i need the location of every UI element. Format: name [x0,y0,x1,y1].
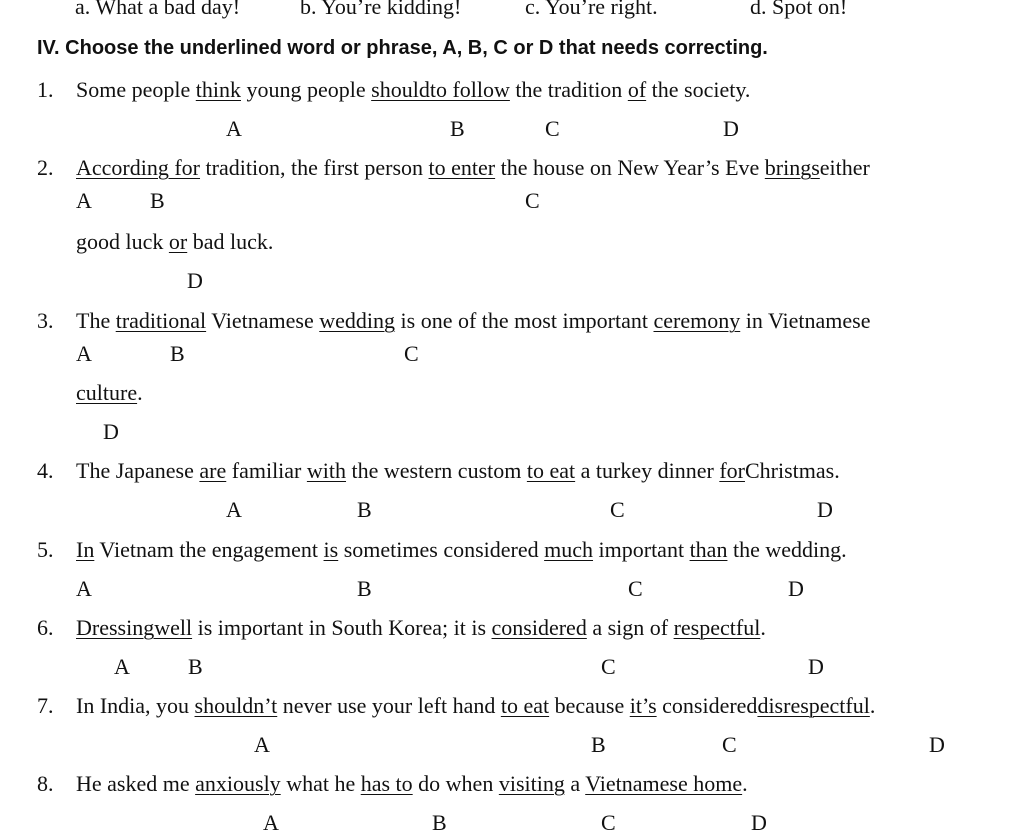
q1-label-b: B [450,116,465,141]
q8-number: 8. [37,771,54,796]
q7-option-d: disrespectful [757,693,870,718]
q2-sentence-cont: good luck or bad luck. [76,229,274,254]
q6-label-a: A [114,654,130,679]
option-b: b. You’re kidding! [300,0,462,19]
q3-option-c: wedding [319,308,396,333]
q1-number: 1. [37,77,54,102]
q1-option-b-c: shouldto follow [371,77,510,102]
q4-option-c: to eat [526,458,576,483]
q4-label-d: D [817,497,833,522]
q2-label-a: A [76,188,92,213]
q5-number: 5. [37,537,54,562]
q4-label-a: A [226,497,242,522]
q2-label-d: D [187,268,203,293]
option-a: a. What a bad day! [75,0,241,19]
q2-label-c: C [525,188,540,213]
q4-option-b: with [306,458,347,483]
q1-option-d: of [627,77,647,102]
q7-label-c: C [722,732,737,757]
q7-option-a: shouldn’t [194,693,278,718]
q8-label-d: D [751,810,767,835]
q7-label-d: D [929,732,945,757]
q7-label-a: A [254,732,270,757]
q8-option-c: visiting [498,771,565,796]
q5-label-c: C [628,576,643,601]
q8-label-a: A [263,810,279,835]
q6-sentence: Dressingwell is important in South Korea; it is considered a sign of respectful. [76,615,766,640]
q7-number: 7. [37,693,54,718]
q7-label-b: B [591,732,606,757]
q1-option-a: think [195,77,241,102]
q2-option-a-b: According for [76,155,201,180]
q3-label-c: C [404,341,419,366]
q8-label-b: B [432,810,447,835]
q4-label-c: C [610,497,625,522]
q7-option-b: to eat [500,693,550,718]
q8-option-d: Vietnamese home [585,771,743,796]
q2-label-b: B [150,188,165,213]
q6-number: 6. [37,615,54,640]
q1-label-d: D [723,116,739,141]
q3-sentence: The traditional Vietnamese wedding is one of the most important ceremony in Vietnamese [76,308,871,333]
q6-label-d: D [808,654,824,679]
q6-option-a-b: Dressingwell [76,615,193,640]
q8-option-a: anxiously [195,771,281,796]
q1-sentence: Some people think young people shouldto follow the tradition of the society. [76,77,751,102]
q5-label-a: A [76,576,92,601]
q3-number: 3. [37,308,54,333]
q3-option-d: culture [76,380,138,405]
q5-label-d: D [788,576,804,601]
q2-option-c: to enter [428,155,496,180]
q3-label-a: A [76,341,92,366]
q1-label-c: C [545,116,560,141]
q5-label-b: B [357,576,372,601]
option-c: c. You’re right. [525,0,658,19]
q6-label-c: C [601,654,616,679]
q3-sentence-cont: culture. [76,380,143,405]
q5-sentence: In Vietnam the engagement is sometimes considered much important than the wedding. [76,537,847,562]
option-d: d. Spot on! [750,0,848,19]
q7-sentence: In India, you shouldn’t never use your left hand to eat because it’s considereddisrespectful. [76,693,876,718]
q3-label-b: B [170,341,185,366]
q4-number: 4. [37,458,54,483]
q8-label-c: C [601,810,616,835]
q5-option-c: much [544,537,594,562]
q6-label-b: B [188,654,203,679]
q8-option-b: has to [360,771,413,796]
q3-label-d: D [103,419,119,444]
q2-sentence: According for tradition, the first person to enter the house on New Year’s Eve bringseither [76,155,870,180]
q4-sentence: The Japanese are familiar with the western custom to eat a turkey dinner forChristmas. [76,458,840,483]
q1-label-a: A [226,116,242,141]
q2-option-d: or [168,229,188,254]
q6-option-d: respectful [673,615,761,640]
q2-number: 2. [37,155,54,180]
q6-option-c: considered [491,615,587,640]
q7-option-c: it’s [629,693,657,718]
q5-option-a: In [76,537,95,562]
q4-label-b: B [357,497,372,522]
q8-sentence: He asked me anxiously what he has to do when visiting a Vietnamese home. [76,771,748,796]
q3-option-a-b: traditional [115,308,207,333]
q4-option-d: for [719,458,745,483]
q5-option-b: is [323,537,339,562]
q5-option-d: than [689,537,728,562]
section-heading: IV. Choose the underlined word or phrase, A, B, C or D that needs correcting. [37,37,768,59]
q4-option-a: are [199,458,227,483]
